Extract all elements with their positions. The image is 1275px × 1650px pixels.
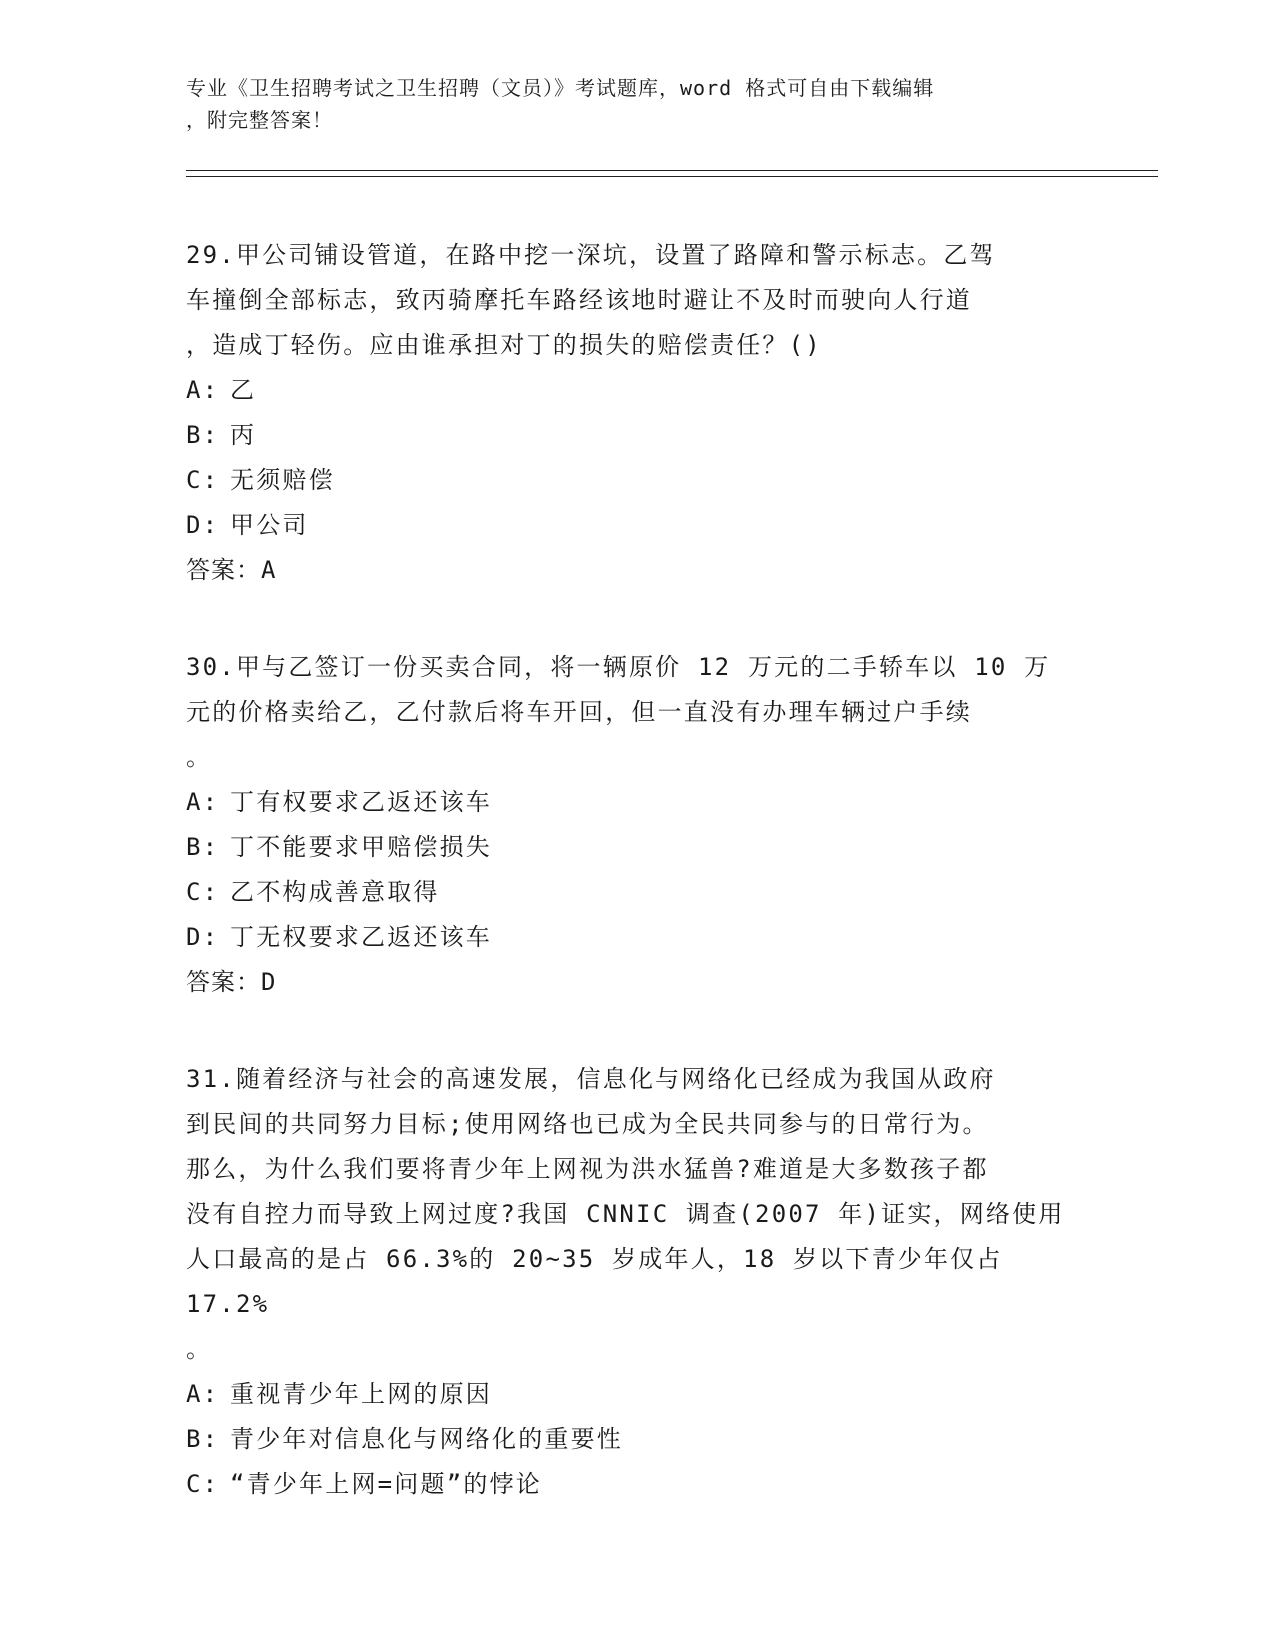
option-text: 重视青少年上网的原因: [230, 1380, 492, 1408]
option-key: A:: [186, 788, 220, 816]
option-text: 乙不构成善意取得: [230, 878, 440, 906]
option-text: 青少年对信息化与网络化的重要性: [230, 1425, 623, 1453]
question-stem: 31.随着经济与社会的高速发展，信息化与网络化已经成为我国从政府 到民间的共同努力目标;使用网络也已成为全民共同参与的日常行为。 那么，为什么我们要将青少年上网视为洪水猛兽?难道是大多数孩子都 没有自控力而导致上网过度?我国 CNNIC 调查(2007 年)证实，网络使用 人口最高的是占 66.3%的 20~35 岁成年人，18 岁以下青少年仅占 17.2% 。: [186, 1065, 1065, 1363]
question-item: [186, 645, 1106, 1005]
option-key: A:: [186, 376, 220, 404]
answer-label: 答案：: [186, 556, 261, 584]
option-text: 甲公司: [230, 511, 309, 539]
answer-value: A: [261, 556, 277, 584]
answer-option: [186, 915, 1106, 960]
option-key: B:: [186, 833, 220, 861]
option-text: 丙: [230, 421, 257, 449]
header-line-2: ，附完整答案！: [186, 108, 333, 132]
question-stem: 30.甲与乙签订一份买卖合同，将一辆原价 12 万元的二手轿车以 10 万 元的价格卖给乙，乙付款后将车开回，但一直没有办理车辆过户手续 。: [186, 653, 1051, 771]
question-list: [186, 233, 1106, 1507]
option-key: D:: [186, 923, 220, 951]
answer-option: [186, 825, 1106, 870]
question-item: [186, 233, 1106, 593]
answer-line: [186, 548, 1106, 593]
question-stem: 29.甲公司铺设管道，在路中挖一深坑，设置了路障和警示标志。乙驾 车撞倒全部标志，致丙骑摩托车路经该地时避让不及时而驶向人行道 ，造成丁轻伤。应由谁承担对丁的损失的赔偿责任？(): [186, 241, 996, 359]
answer-option: [186, 1417, 1106, 1462]
option-text: 无须赔偿: [230, 466, 335, 494]
option-text: 丁不能要求甲赔偿损失: [230, 833, 492, 861]
option-text: 丁有权要求乙返还该车: [230, 788, 492, 816]
answer-option: [186, 413, 1106, 458]
answer-option: [186, 1372, 1106, 1417]
answer-option: [186, 870, 1106, 915]
answer-option: [186, 458, 1106, 503]
option-text: 丁无权要求乙返还该车: [230, 923, 492, 951]
header-divider: [186, 170, 1158, 177]
answer-label: 答案：: [186, 968, 261, 996]
option-key: C:: [186, 466, 220, 494]
option-key: D:: [186, 511, 220, 539]
answer-option: [186, 368, 1106, 413]
header-line-1: 专业《卫生招聘考试之卫生招聘（文员）》考试题库，word 格式可自由下载编辑: [186, 76, 935, 100]
option-key: B:: [186, 1425, 220, 1453]
question-item: [186, 1057, 1106, 1507]
answer-option: [186, 1462, 1106, 1507]
answer-line: [186, 960, 1106, 1005]
option-key: C:: [186, 1470, 220, 1498]
option-text: 乙: [230, 376, 257, 404]
option-text: “青少年上网=问题”的悖论: [230, 1470, 542, 1498]
document-page: [186, 72, 1106, 1507]
option-key: B:: [186, 421, 220, 449]
answer-option: [186, 503, 1106, 548]
option-key: A:: [186, 1380, 220, 1408]
option-key: C:: [186, 878, 220, 906]
answer-value: D: [261, 968, 277, 996]
answer-option: [186, 780, 1106, 825]
document-header: [186, 72, 1046, 136]
